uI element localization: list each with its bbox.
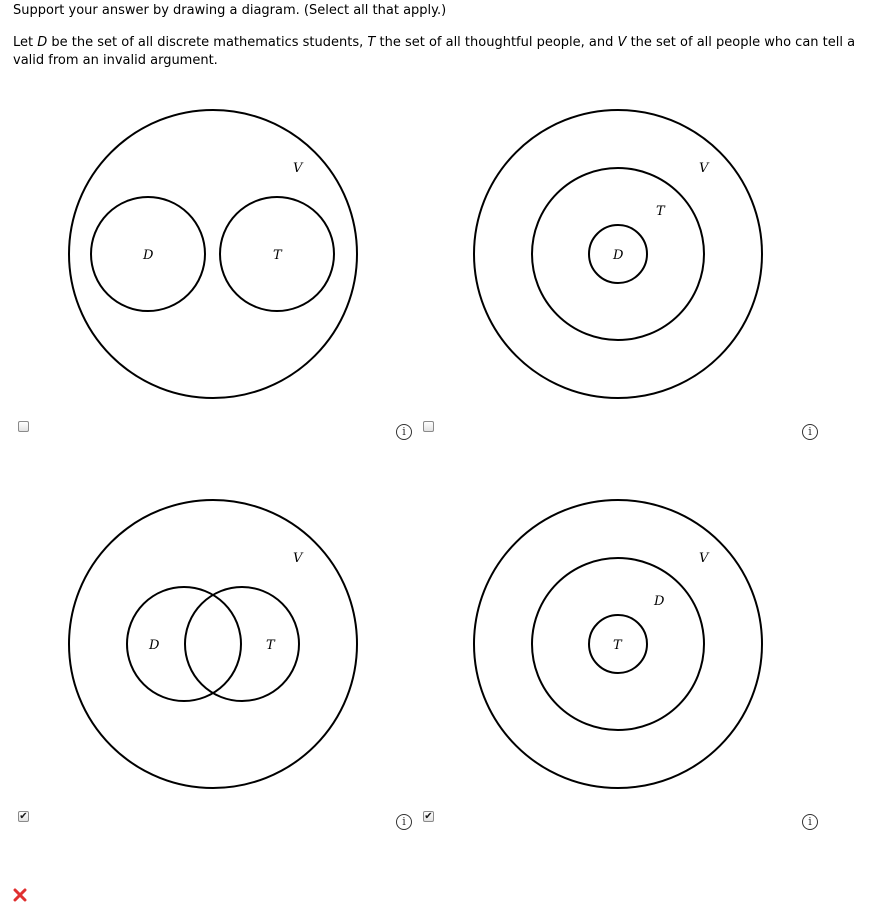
option-4-checkbox[interactable]: ✔ [424, 811, 433, 822]
info-icon[interactable]: i [396, 814, 412, 830]
incorrect-x-icon [12, 887, 28, 903]
option-2-checkbox[interactable] [423, 421, 434, 432]
label-v: V [293, 551, 303, 566]
label-v: V [699, 551, 709, 566]
label-t: T [266, 638, 275, 653]
info-icon[interactable]: i [802, 814, 818, 830]
label-d: D [143, 248, 154, 263]
label-v: V [293, 161, 303, 176]
info-icon[interactable]: i [802, 424, 818, 440]
option-1-checkbox[interactable] [18, 421, 29, 432]
var-t: T [367, 35, 376, 50]
label-d: D [613, 248, 624, 263]
var-d: D [37, 35, 48, 50]
problem-statement: Let D be the set of all discrete mathematics students, T the set of all thoughtful people, and V the set of all people who can tell a valid from an invalid argument. [13, 35, 856, 68]
option-3-checkbox[interactable]: ✔ [19, 811, 28, 822]
label-d: D [149, 638, 160, 653]
info-icon[interactable]: i [396, 424, 412, 440]
var-v: V [617, 35, 627, 50]
label-v: V [699, 161, 709, 176]
label-d: D [654, 594, 665, 609]
instruction-text: Support your answer by drawing a diagram. (Select all that apply.) [13, 3, 447, 18]
label-t: T [656, 204, 665, 219]
label-t: T [613, 638, 622, 653]
label-t: T [273, 248, 282, 263]
